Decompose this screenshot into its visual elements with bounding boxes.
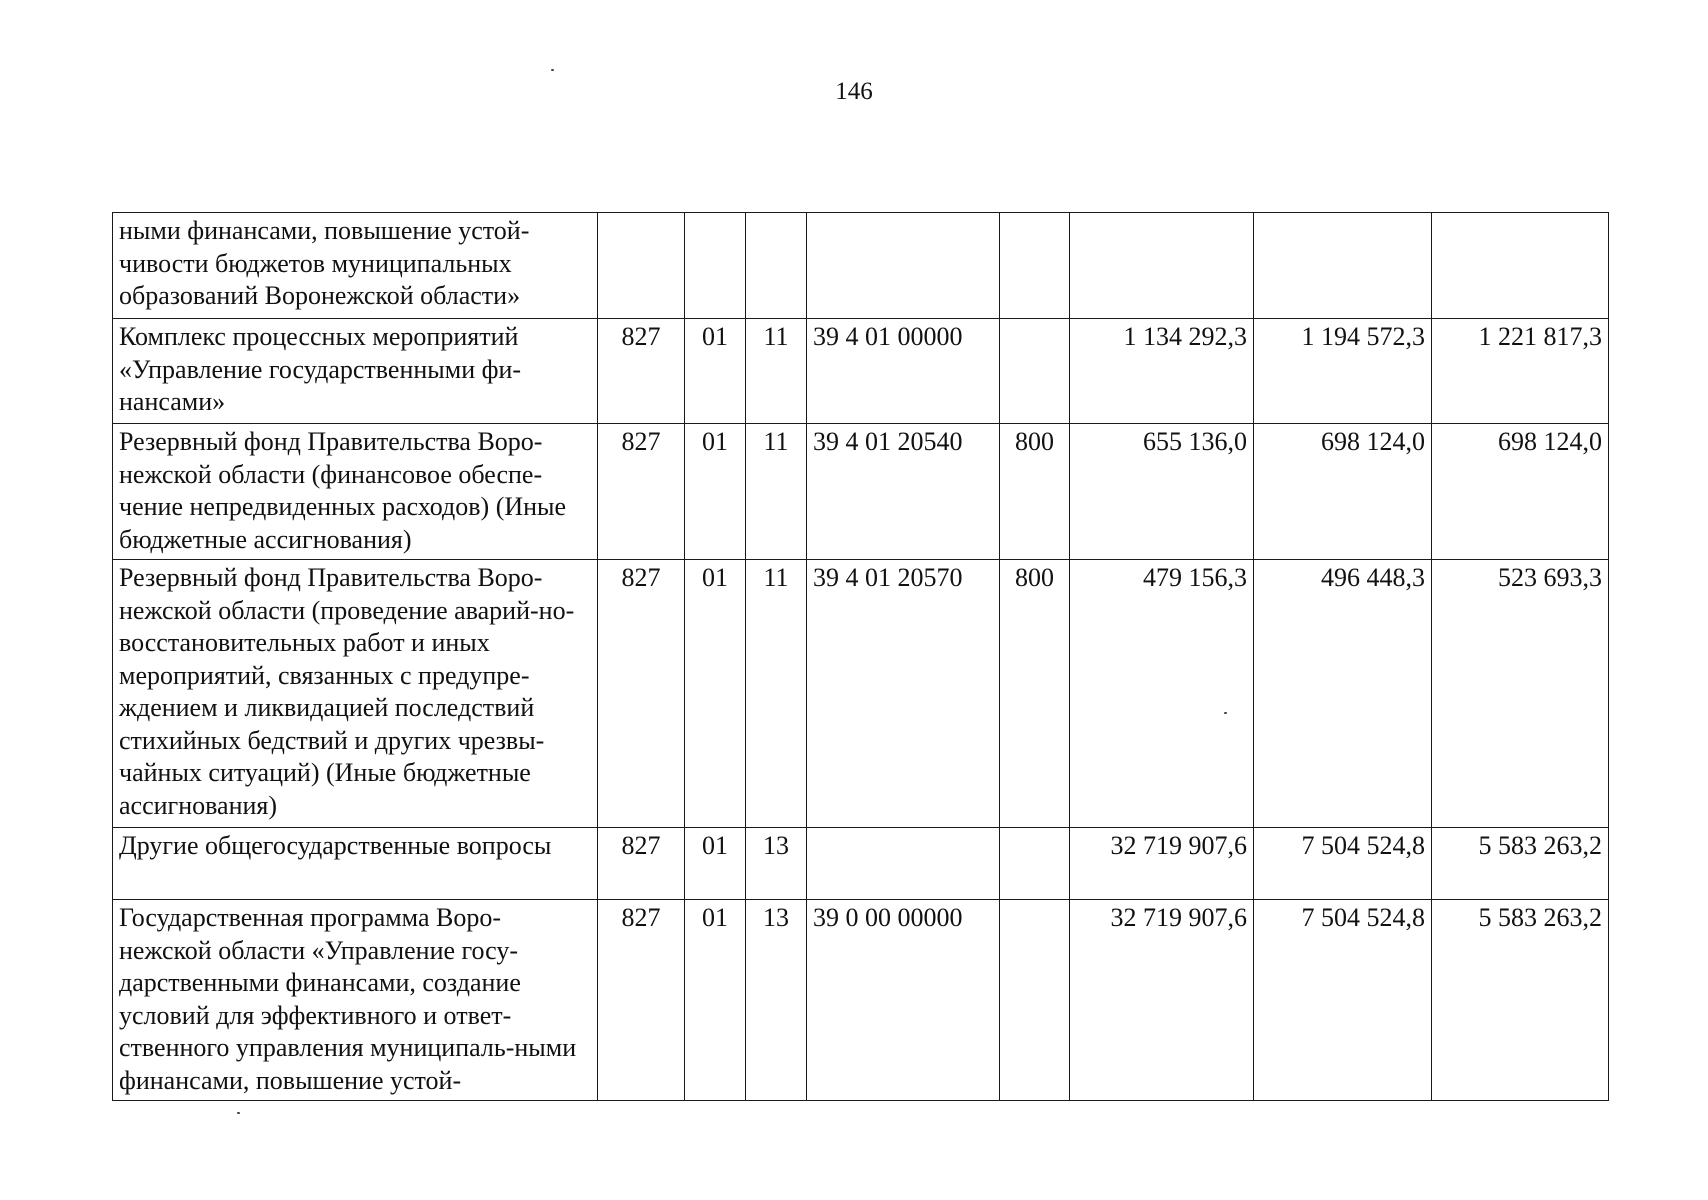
scan-speck (551, 69, 554, 71)
amount-2: 698 124,0 (1254, 424, 1432, 560)
subsection-code: 11 (746, 319, 807, 424)
amount-1 (1070, 213, 1254, 319)
row-description: Резервный фонд Правительства Воро-нежской области (проведение аварий-но-восстановительных работ и иных мероприятий, связанных с предупре-ждением и ликвидацией последствий стихийных бедствий и других чрезвы-чайных ситуаций) (Иные бюджетные ассигнования) (113, 560, 598, 828)
expense-type-code (1000, 828, 1070, 900)
expense-type-code (1000, 213, 1070, 319)
amount-2: 7 504 524,8 (1254, 828, 1432, 900)
row-description: Комплекс процессных мероприятий «Управление государственными фи-нансами» (113, 319, 598, 424)
table-row (113, 319, 1609, 424)
row-description: Государственная программа Воро-нежской области «Управление госу-дарственными финансами, создание условий для эффективного и ответ-ственного управления муниципаль-ными финансами, повышение устой- (113, 900, 598, 1101)
table-row (113, 424, 1609, 560)
amount-2: 7 504 524,8 (1254, 900, 1432, 1101)
ministry-code: 827 (598, 828, 685, 900)
target-article-code: 39 4 01 00000 (807, 319, 1000, 424)
expense-type-code: 800 (1000, 560, 1070, 828)
amount-3: 5 583 263,2 (1432, 900, 1609, 1101)
amount-3: 698 124,0 (1432, 424, 1609, 560)
table-row (113, 828, 1609, 900)
subsection-code: 13 (746, 900, 807, 1101)
expense-type-code (1000, 319, 1070, 424)
expense-type-code: 800 (1000, 424, 1070, 560)
ministry-code: 827 (598, 900, 685, 1101)
table-row (113, 560, 1609, 828)
expense-type-code (1000, 900, 1070, 1101)
ministry-code: 827 (598, 424, 685, 560)
row-description: Резервный фонд Правительства Воро-нежской области (финансовое обеспе-чение непредвиденных расходов) (Иные бюджетные ассигнования) (113, 424, 598, 560)
section-code (685, 213, 746, 319)
section-code: 01 (685, 424, 746, 560)
subsection-code: 11 (746, 560, 807, 828)
target-article-code: 39 4 01 20540 (807, 424, 1000, 560)
table-row (113, 213, 1609, 319)
amount-3: 5 583 263,2 (1432, 828, 1609, 900)
budget-table (112, 212, 1609, 1101)
ministry-code (598, 213, 685, 319)
subsection-code: 11 (746, 424, 807, 560)
section-code: 01 (685, 319, 746, 424)
amount-3 (1432, 213, 1609, 319)
page-number: 146 (835, 78, 873, 105)
target-article-code: 39 4 01 20570 (807, 560, 1000, 828)
amount-2: 1 194 572,3 (1254, 319, 1432, 424)
section-code: 01 (685, 900, 746, 1101)
ministry-code: 827 (598, 319, 685, 424)
amount-1: 479 156,3 (1070, 560, 1254, 828)
amount-3: 1 221 817,3 (1432, 319, 1609, 424)
scan-speck (237, 1112, 240, 1114)
section-code: 01 (685, 560, 746, 828)
target-article-code: 39 0 00 00000 (807, 900, 1000, 1101)
amount-1: 1 134 292,3 (1070, 319, 1254, 424)
target-article-code (807, 213, 1000, 319)
table-row (113, 900, 1609, 1101)
subsection-code (746, 213, 807, 319)
section-code: 01 (685, 828, 746, 900)
amount-2: 496 448,3 (1254, 560, 1432, 828)
amount-3: 523 693,3 (1432, 560, 1609, 828)
target-article-code (807, 828, 1000, 900)
amount-1: 655 136,0 (1070, 424, 1254, 560)
amount-1: 32 719 907,6 (1070, 900, 1254, 1101)
row-description: ными финансами, повышение устой-чивости бюджетов муниципальных образований Воронежской области» (113, 213, 598, 319)
amount-2 (1254, 213, 1432, 319)
ministry-code: 827 (598, 560, 685, 828)
row-description: Другие общегосударственные вопросы (113, 828, 598, 900)
amount-1: 32 719 907,6 (1070, 828, 1254, 900)
subsection-code: 13 (746, 828, 807, 900)
